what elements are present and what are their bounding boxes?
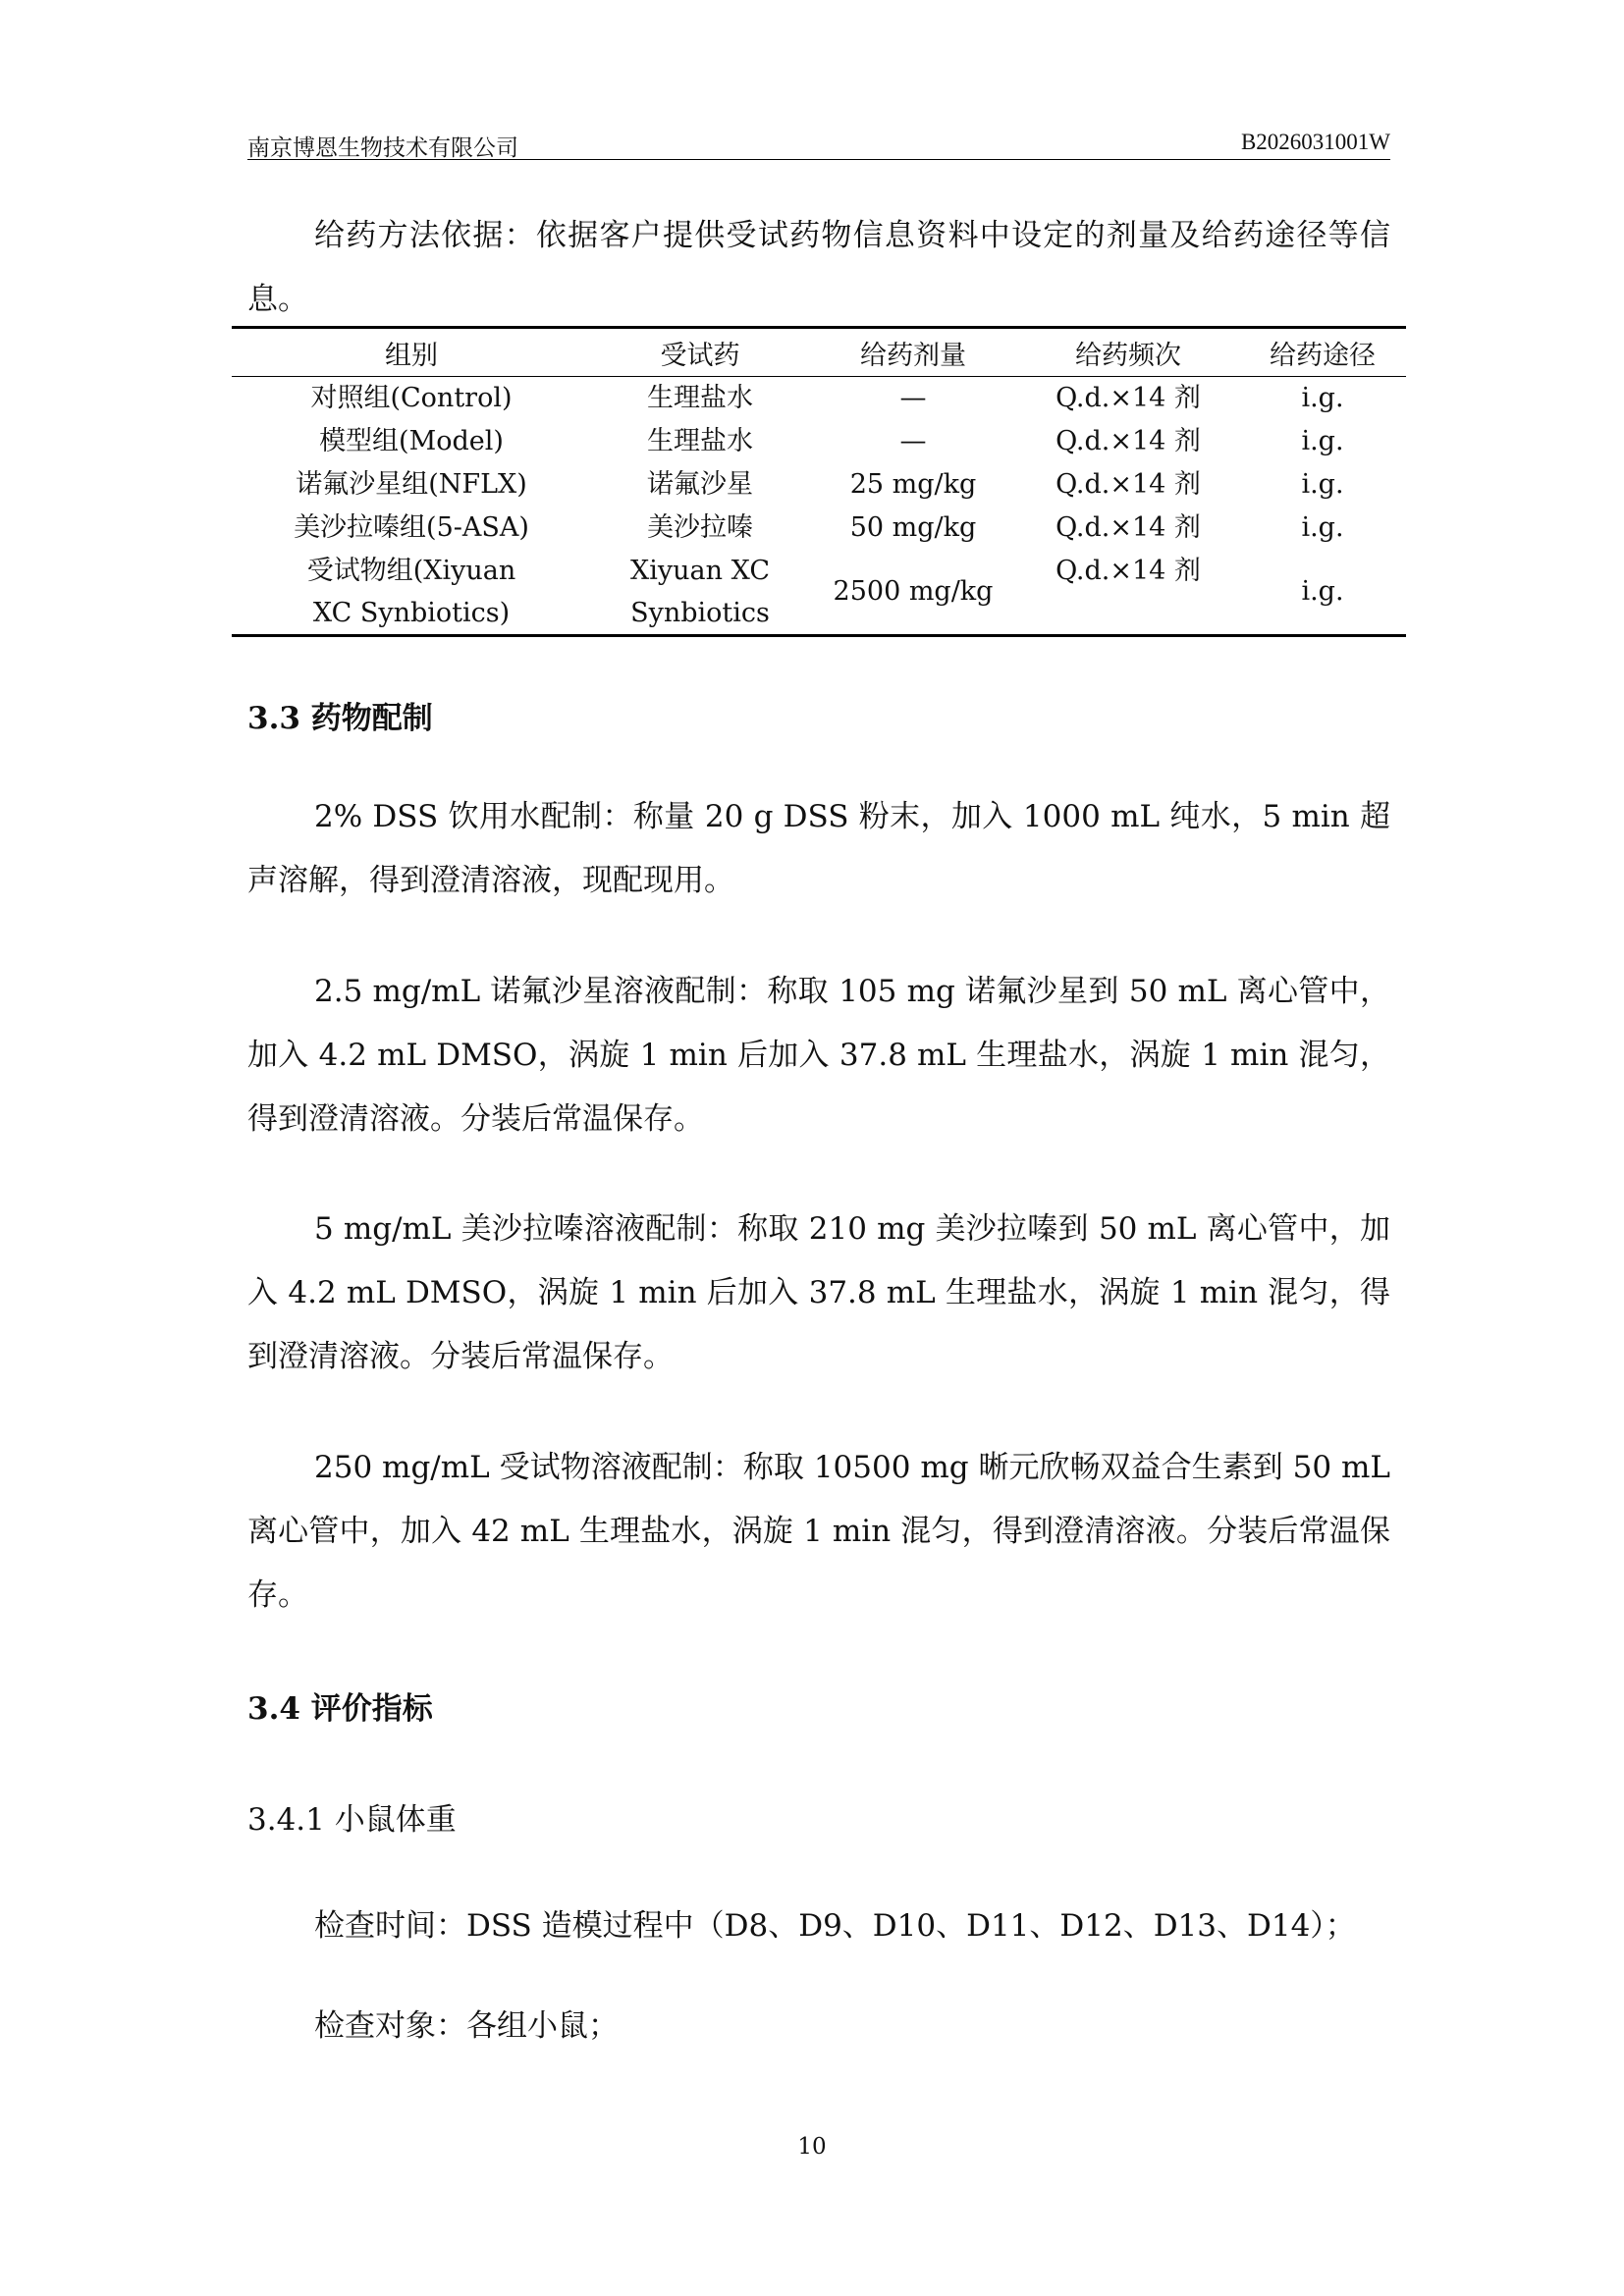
cell-dose: 50 mg/kg (849, 512, 977, 543)
cell-dose: 2500 mg/kg (809, 550, 1017, 636)
col-header-drug: 受试药 (591, 328, 809, 377)
cell-drug: 生理盐水 (647, 426, 753, 456)
test-article-preparation-paragraph: 250 mg/mL 受试物溶液配制：称取 10500 mg 晰元欣畅双益合生素到 50 mL 离心管中，加入 42 mL 生理盐水，涡旋 1 min 混匀，得到澄清溶液。分装后常温保存。 (247, 1450, 1390, 1613)
cell-group: 模型组(Model) (319, 426, 504, 456)
cell-route: i.g. (1301, 426, 1344, 456)
cell-drug: 美沙拉嗪 (647, 512, 753, 543)
check-subject-paragraph: 检查对象：各组小鼠； (314, 2008, 619, 2044)
cell-frequency: Q.d.×14 剂 (1056, 426, 1201, 456)
subsection-heading-3-4-1: 3.4.1 小鼠体重 (247, 1802, 457, 1838)
cell-drug: 诺氟沙星 (647, 469, 753, 500)
col-header-route: 给药途径 (1239, 328, 1406, 377)
nflx-preparation-paragraph: 2.5 mg/mL 诺氟沙星溶液配制：称取 105 mg 诺氟沙星到 50 mL 离心管中，加入 4.2 mL DMSO，涡旋 1 min 后加入 37.8 mL 生理盐水，涡旋 1 min 混匀，得到澄清溶液。分装后常温保存。 (247, 974, 1390, 1137)
cell-group: 诺氟沙星组(NFLX) (296, 469, 527, 500)
table-row (232, 463, 1406, 507)
table-row (232, 420, 1406, 463)
dosing-table (232, 326, 1406, 637)
cell-frequency: Q.d.×14 剂 (1056, 512, 1201, 543)
dss-preparation-paragraph: 2% DSS 饮用水配制：称量 20 g DSS 粉末，加入 1000 mL 纯水，5 min 超声溶解，得到澄清溶液，现配现用。 (247, 799, 1390, 898)
table-row (232, 507, 1406, 550)
cell-dose: 25 mg/kg (849, 469, 977, 500)
cell-dose: — (899, 426, 927, 456)
page-number: 10 (797, 2134, 827, 2160)
cell-group: 对照组(Control) (310, 383, 513, 414)
table-row (232, 377, 1406, 420)
cell-group: 受试物组(Xiyuan XC Synbiotics) (232, 550, 591, 636)
company-name: 南京博恩生物技术有限公司 (247, 135, 518, 161)
dosing-basis-paragraph: 给药方法依据：依据客户提供受试药物信息资料中设定的剂量及给药途径等信息。 (247, 218, 1390, 317)
cell-route: i.g. (1301, 469, 1344, 500)
cell-group: 美沙拉嗪组(5-ASA) (294, 512, 529, 543)
cell-drug: 生理盐水 (647, 383, 753, 414)
col-header-dose: 给药剂量 (809, 328, 1017, 377)
section-heading-3-4: 3.4 评价指标 (247, 1691, 433, 1727)
page-header (247, 126, 1390, 160)
check-time-paragraph: 检查时间：DSS 造模过程中（D8、D9、D10、D11、D12、D13、D14）； (314, 1908, 1356, 1944)
col-header-group: 组别 (232, 328, 591, 377)
col-header-frequency: 给药频次 (1017, 328, 1239, 377)
section-heading-3-3: 3.3 药物配制 (247, 701, 433, 736)
cell-route: i.g. (1239, 550, 1406, 636)
cell-frequency: Q.d.×14 剂 (1056, 383, 1201, 414)
table-header-row (232, 328, 1406, 377)
asa-preparation-paragraph: 5 mg/mL 美沙拉嗪溶液配制：称取 210 mg 美沙拉嗪到 50 mL 离心管中，加入 4.2 mL DMSO，涡旋 1 min 后加入 37.8 mL 生理盐水，涡旋 1 min 混匀，得到澄清溶液。分装后常温保存。 (247, 1211, 1390, 1374)
cell-dose: — (899, 383, 927, 414)
cell-drug: Xiyuan XC Synbiotics (591, 550, 809, 636)
cell-route: i.g. (1301, 383, 1344, 414)
table-row (232, 550, 1406, 636)
cell-frequency: Q.d.×14 剂 (1056, 469, 1201, 500)
document-code: B2026031001W (1240, 130, 1390, 154)
cell-frequency: Q.d.×14 剂 (1017, 550, 1239, 636)
cell-route: i.g. (1301, 512, 1344, 543)
